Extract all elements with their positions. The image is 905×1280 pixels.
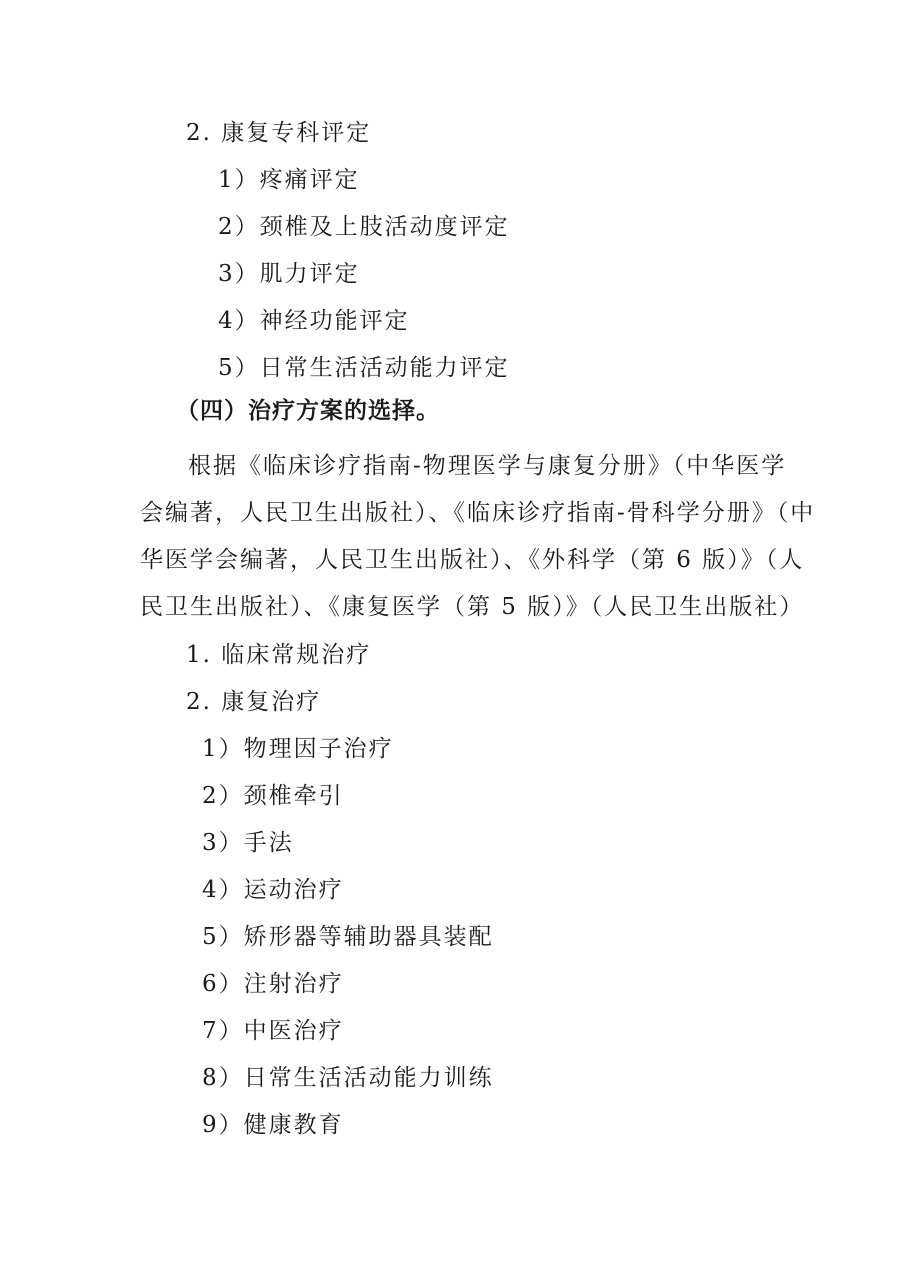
treatment-item-physical-factor: 1）物理因子治疗 [202,736,394,762]
treatment-plan-heading: （四）治疗方案的选择。 [176,397,440,424]
treatment-item-adl-training: 8）日常生活活动能力训练 [202,1065,494,1091]
treatment-item-cervical-traction: 2）颈椎牵引 [202,783,344,809]
treatment-item-orthosis: 5）矫形器等辅助器具装配 [202,924,494,950]
reference-paragraph [140,443,816,631]
clinical-routine-title: 1. 临床常规治疗 [186,642,372,668]
paragraph-line: 会编著，人民卫生出版社）、《临床诊疗指南-骨科学分册》（中 [140,500,816,526]
treatment-item-health-education: 9）健康教育 [202,1112,344,1138]
assessment-item-adl: 5）日常生活活动能力评定 [218,355,510,381]
treatment-item-injection: 6）注射治疗 [202,971,344,997]
assessment-item-muscle-strength: 3）肌力评定 [218,261,360,287]
treatment-item-tcm: 7）中医治疗 [202,1018,344,1044]
treatment-item-manual-therapy: 3）手法 [202,830,294,856]
paragraph-line: 华医学会编著，人民卫生出版社）、《外科学（第 6 版）》（人 [140,547,805,573]
assessment-item-neurological: 4）神经功能评定 [218,308,410,334]
treatment-item-exercise: 4）运动治疗 [202,877,344,903]
paragraph-line: 根据《临床诊疗指南-物理医学与康复分册》（中华医学 [188,453,787,479]
assessment-item-pain: 1）疼痛评定 [218,167,360,193]
assessment-item-range-of-motion: 2）颈椎及上肢活动度评定 [218,214,510,240]
paragraph-line: 民卫生出版社）、《康复医学（第 5 版）》（人民卫生出版社） [140,594,805,620]
rehab-treatment-title: 2. 康复治疗 [186,689,322,715]
rehab-assessment-title: 2. 康复专科评定 [186,120,372,146]
